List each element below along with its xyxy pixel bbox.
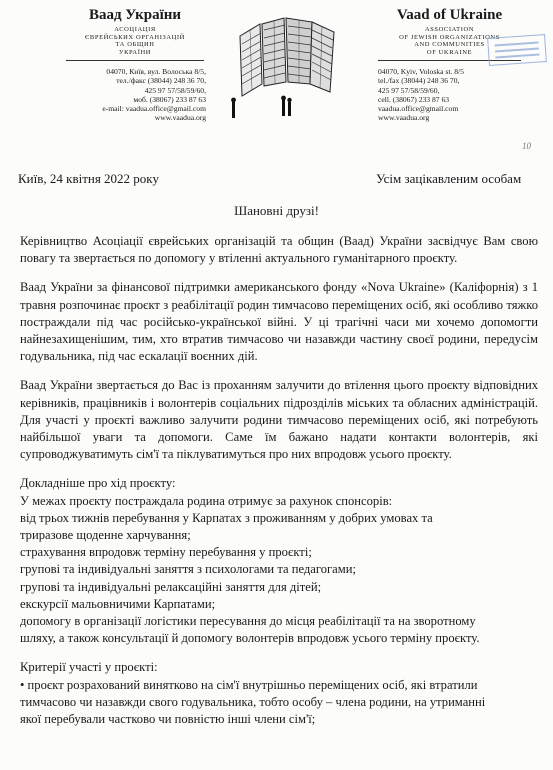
details-line: шляху, а також консультації й допомогу волонтерів впродовж усього терміну проєкту. xyxy=(20,631,480,646)
address-line: tel./fax (38044) 248 36 70, xyxy=(378,76,460,86)
org-name-english: Vaad of Ukraine xyxy=(396,7,503,23)
page-mark: 10 xyxy=(522,141,531,151)
details-line: групові та індивідуальні релаксаційні заняття для дітей; xyxy=(20,579,322,594)
details-line: страхування впродовж терміну перебування у проєкті; xyxy=(20,545,312,560)
org-subtitle-ukrainian xyxy=(60,26,210,56)
org-name-ukrainian: Ваад України xyxy=(88,7,182,23)
paragraph: Ваад України за фінансової підтримки американського фонду «Nova Ukraine» (Каліфорнія) з 1 травня розпочинає проєкт з реабілітації родин тимчасово переміщених осіб, які особливо тяжко постраждали під час російсько-української війні. У ці трагічні часи ми хочемо допомогти найнезахищенішим, тим, хто втратив тимчасово чи назавжди частину своєї родини, передусім годувальника, під час ескалації воєнних дій. xyxy=(20,280,538,364)
address-line: 04070, Kyiv, Voloska st. 8/5 xyxy=(378,67,464,76)
address-line: vaadua.office@gmail.com xyxy=(378,104,459,114)
letter-greeting: Шановні друзі! xyxy=(234,203,319,218)
address-line: моб. (38067) 233 87 63 xyxy=(133,94,206,104)
participation-criteria xyxy=(20,659,538,728)
org-subtitle-line: AND COMMUNITIES xyxy=(414,41,485,48)
letterhead-ukrainian xyxy=(60,6,210,123)
address-ukrainian xyxy=(60,67,210,123)
org-subtitle-line: OF JEWISH ORGANIZATIONS xyxy=(399,33,500,41)
address-english xyxy=(372,67,527,123)
address-line: cell. (38067) 233 87 63 xyxy=(378,94,450,104)
criteria-line: якої перебували частково чи повністю інші члени сім'ї; xyxy=(20,712,316,727)
details-line: У межах проєкту постраждала родина отримує за рахунок спонсорів: xyxy=(20,493,393,508)
address-line: тел./факс (38044) 248 36 70, xyxy=(116,76,206,86)
registration-stamp xyxy=(487,34,547,66)
address-line: e-mail: vaadua.office@gmail.com xyxy=(102,104,206,114)
details-line: групові та індивідуальні заняття з психологами та педагогами; xyxy=(20,562,356,577)
header-divider xyxy=(66,60,204,61)
letter-addressee: Усім зацікавленим особам xyxy=(376,171,522,186)
criteria-line: • проєкт розрахований винятково на сім'ї внутрішньо переміщених осіб, які втратили xyxy=(20,677,478,692)
details-line: допомогу в організації логістики пересування до місця реабілітації та на зворотному xyxy=(20,614,476,629)
vaad-logo xyxy=(222,14,352,124)
letter-date: Київ, 24 квітня 2022 року xyxy=(18,171,159,186)
criteria-line: тимчасово чи назавжди свого годувальника, тобто особу – члена родини, на утриманні xyxy=(20,694,486,709)
address-line: 425 97 57/58/59/60, xyxy=(378,85,440,95)
address-line: www.vaadua.org xyxy=(378,113,430,123)
address-line: 425 97 57/58/59/60, xyxy=(144,85,206,95)
org-subtitle-line: ASSOCIATION xyxy=(424,26,475,33)
address-line: www.vaadua.org xyxy=(154,113,206,123)
paragraph: Ваад України звертається до Вас із проханням залучити до втілення цього проєкту відповідних керівників, працівників і волонтерів соціальних підрозділів міських та обласних адміністрацій. Для участі у проєкті важливо залучити родини тимчасово переміщених осіб, які потребують найбільшої уваги та допомоги. Саме їм бажано надати контакти волонтерів, які супроводжуватимуть сім'ї та піклуватимуться про них впродовж усього проєкту. xyxy=(20,378,538,462)
letter-body xyxy=(20,233,538,740)
address-line: 04070, Київ, вул. Волоська 8/5, xyxy=(106,67,206,76)
details-heading: Докладніше про хід проєкту: xyxy=(20,476,176,491)
details-line: від трьох тижнів перебування у Карпатах з проживанням у добрих умовах та xyxy=(20,510,433,525)
criteria-heading: Критерії участі у проєкті: xyxy=(20,660,158,675)
project-details xyxy=(20,475,538,647)
org-subtitle-line: OF UKRAINE xyxy=(426,48,473,56)
details-line: екскурсії мальовничими Карпатами; xyxy=(20,596,216,611)
org-subtitle-line: АСОЦІАЦІЯ xyxy=(114,26,156,33)
org-subtitle-line: УКРАЇНИ xyxy=(118,48,152,56)
org-subtitle-line: ТА ОБЩИН xyxy=(115,41,155,48)
org-subtitle-line: ЄВРЕЙСЬКИХ ОРГАНІЗАЦІЙ xyxy=(85,33,185,41)
details-line: триразове щоденне харчування; xyxy=(20,528,191,543)
paragraph: Керівництво Асоціації єврейських організацій та общин (Ваад) України засвідчує Вам свою повагу та звертається по допомогу у втіленні актуального гуманітарного проєкту. xyxy=(20,234,538,266)
